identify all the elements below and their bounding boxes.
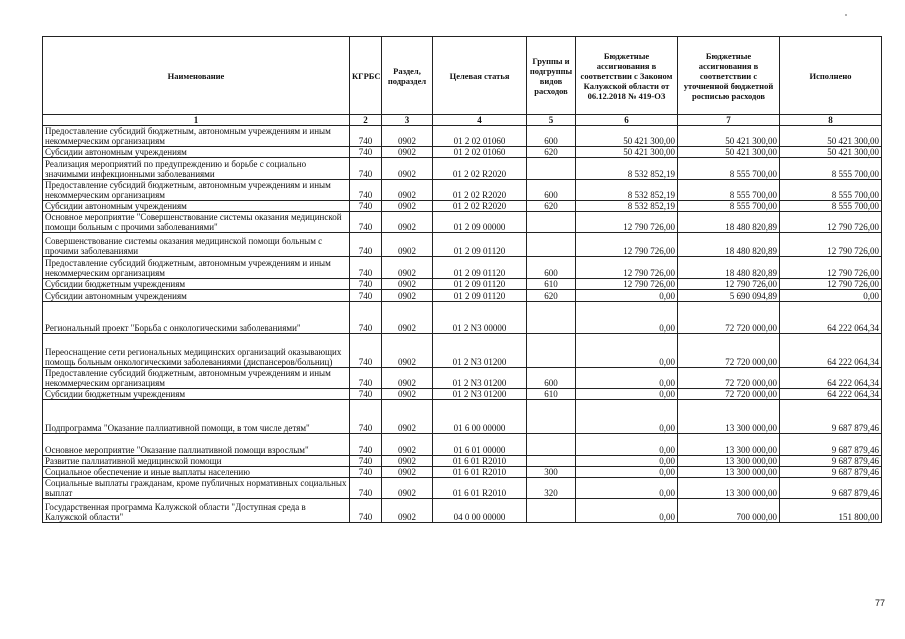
row-plan-amount: 13 300 000,00 [678, 400, 780, 434]
row-law-amount: 0,00 [576, 334, 678, 368]
budget-table-sheet [42, 36, 881, 523]
row-name: Развитие паллиативной медицинской помощи [43, 456, 350, 467]
row-vid: 600 [527, 126, 576, 147]
table-row [43, 147, 882, 158]
row-executed-amount: 12 790 726,00 [780, 279, 882, 290]
row-kgrbs: 740 [350, 212, 382, 233]
row-vid [527, 499, 576, 523]
row-name: Основное мероприятие "Совершенствование системы оказания медицинской помощи больным с прочими заболеваниями" [43, 212, 350, 233]
row-name: Предоставление субсидий бюджетным, автономным учреждениям и иным некоммерческим организациям [43, 126, 350, 147]
row-razdel: 0902 [382, 126, 433, 147]
row-law-amount: 0,00 [576, 478, 678, 499]
row-executed-amount: 0,00 [780, 290, 882, 302]
row-executed-amount: 64 222 064,34 [780, 302, 882, 334]
row-executed-amount: 50 421 300,00 [780, 126, 882, 147]
row-razdel: 0902 [382, 290, 433, 302]
table-row [43, 279, 882, 290]
row-statya: 01 6 01 R2010 [433, 467, 527, 478]
column-number: 4 [433, 115, 527, 126]
column-number: 7 [678, 115, 780, 126]
row-plan-amount: 8 555 700,00 [678, 158, 780, 180]
row-statya: 01 6 01 R2010 [433, 478, 527, 499]
row-kgrbs: 740 [350, 389, 382, 400]
table-row [43, 302, 882, 334]
row-kgrbs: 740 [350, 302, 382, 334]
row-name: Государственная программа Калужской области "Доступная среда в Калужской области" [43, 499, 350, 523]
row-razdel: 0902 [382, 233, 433, 257]
table-row [43, 180, 882, 201]
row-kgrbs: 740 [350, 467, 382, 478]
table-row [43, 233, 882, 257]
row-plan-amount: 72 720 000,00 [678, 302, 780, 334]
row-plan-amount: 18 480 820,89 [678, 257, 780, 279]
row-vid [527, 158, 576, 180]
row-kgrbs: 740 [350, 147, 382, 158]
row-statya: 01 2 N3 01200 [433, 368, 527, 389]
row-law-amount: 0,00 [576, 290, 678, 302]
row-law-amount: 12 790 726,00 [576, 233, 678, 257]
row-kgrbs: 740 [350, 126, 382, 147]
row-name: Субсидии бюджетным учреждениям [43, 389, 350, 400]
row-law-amount: 12 790 726,00 [576, 279, 678, 290]
row-statya: 01 2 02 R2020 [433, 158, 527, 180]
row-plan-amount: 12 790 726,00 [678, 279, 780, 290]
row-razdel: 0902 [382, 456, 433, 467]
row-plan-amount: 13 300 000,00 [678, 478, 780, 499]
row-plan-amount: 72 720 000,00 [678, 389, 780, 400]
column-number-row [43, 115, 882, 126]
row-razdel: 0902 [382, 257, 433, 279]
table-row [43, 434, 882, 456]
row-law-amount: 0,00 [576, 368, 678, 389]
row-statya: 01 2 02 01060 [433, 147, 527, 158]
row-statya: 01 2 02 R2020 [433, 201, 527, 212]
row-name: Субсидии автономным учреждениям [43, 290, 350, 302]
table-row [43, 400, 882, 434]
header-law: Бюджетные ассигнования в соответствии с Законом Калужской области от 06.12.2018 № 419-ОЗ [576, 37, 678, 115]
row-law-amount: 0,00 [576, 434, 678, 456]
table-row [43, 478, 882, 499]
row-vid [527, 334, 576, 368]
table-row [43, 126, 882, 147]
row-vid: 620 [527, 290, 576, 302]
scan-speck [845, 14, 847, 16]
row-kgrbs: 740 [350, 290, 382, 302]
column-number: 3 [382, 115, 433, 126]
row-razdel: 0902 [382, 147, 433, 158]
table-row [43, 467, 882, 478]
row-name: Совершенствование системы оказания медицинской помощи больным с прочими заболеваниями [43, 233, 350, 257]
row-razdel: 0902 [382, 499, 433, 523]
table-row [43, 201, 882, 212]
row-vid [527, 302, 576, 334]
row-vid: 600 [527, 368, 576, 389]
row-statya: 01 2 N3 01200 [433, 334, 527, 368]
row-vid [527, 456, 576, 467]
row-executed-amount: 50 421 300,00 [780, 147, 882, 158]
row-statya: 01 2 09 01120 [433, 290, 527, 302]
row-razdel: 0902 [382, 180, 433, 201]
row-razdel: 0902 [382, 201, 433, 212]
row-name: Основное мероприятие "Оказание паллиативной помощи взрослым" [43, 434, 350, 456]
row-statya: 01 6 01 R2010 [433, 456, 527, 467]
row-statya: 01 6 01 00000 [433, 434, 527, 456]
row-name: Субсидии автономным учреждениям [43, 147, 350, 158]
row-razdel: 0902 [382, 334, 433, 368]
row-plan-amount: 5 690 094,89 [678, 290, 780, 302]
row-plan-amount: 700 000,00 [678, 499, 780, 523]
row-razdel: 0902 [382, 400, 433, 434]
header-name: Наименование [43, 37, 350, 115]
row-razdel: 0902 [382, 279, 433, 290]
header-kgrbs: КГРБС [350, 37, 382, 115]
row-razdel: 0902 [382, 212, 433, 233]
row-executed-amount: 12 790 726,00 [780, 233, 882, 257]
row-plan-amount: 18 480 820,89 [678, 212, 780, 233]
table-row [43, 368, 882, 389]
row-name: Предоставление субсидий бюджетным, автономным учреждениям и иным некоммерческим организациям [43, 368, 350, 389]
row-statya: 01 2 09 00000 [433, 212, 527, 233]
row-law-amount: 8 532 852,19 [576, 201, 678, 212]
row-executed-amount: 8 555 700,00 [780, 158, 882, 180]
row-vid: 610 [527, 389, 576, 400]
row-executed-amount: 8 555 700,00 [780, 201, 882, 212]
row-kgrbs: 740 [350, 158, 382, 180]
row-name: Предоставление субсидий бюджетным, автономным учреждениям и иным некоммерческим организациям [43, 180, 350, 201]
header-statya: Целевая статья [433, 37, 527, 115]
row-plan-amount: 18 480 820,89 [678, 233, 780, 257]
row-statya: 01 2 02 R2020 [433, 180, 527, 201]
row-plan-amount: 50 421 300,00 [678, 147, 780, 158]
row-executed-amount: 64 222 064,34 [780, 334, 882, 368]
row-statya: 01 2 N3 00000 [433, 302, 527, 334]
row-executed-amount: 9 687 879,46 [780, 400, 882, 434]
row-kgrbs: 740 [350, 201, 382, 212]
row-law-amount: 0,00 [576, 302, 678, 334]
column-number: 8 [780, 115, 882, 126]
row-razdel: 0902 [382, 467, 433, 478]
row-statya: 01 2 09 01120 [433, 257, 527, 279]
row-executed-amount: 9 687 879,46 [780, 467, 882, 478]
row-statya: 01 2 N3 01200 [433, 389, 527, 400]
row-executed-amount: 9 687 879,46 [780, 456, 882, 467]
row-executed-amount: 12 790 726,00 [780, 212, 882, 233]
row-razdel: 0902 [382, 389, 433, 400]
row-executed-amount: 9 687 879,46 [780, 478, 882, 499]
row-statya: 01 2 09 01120 [433, 279, 527, 290]
row-name: Социальное обеспечение и иные выплаты населению [43, 467, 350, 478]
table-body [43, 126, 882, 523]
row-name: Реализация мероприятий по предупреждению и борьбе с социально значимыми инфекционными заболеваниями [43, 158, 350, 180]
row-executed-amount: 12 790 726,00 [780, 257, 882, 279]
table-row [43, 389, 882, 400]
row-statya: 04 0 00 00000 [433, 499, 527, 523]
row-executed-amount: 64 222 064,34 [780, 389, 882, 400]
row-kgrbs: 740 [350, 478, 382, 499]
row-razdel: 0902 [382, 478, 433, 499]
row-statya: 01 2 09 01120 [433, 233, 527, 257]
row-name: Подпрограмма "Оказание паллиативной помощи, в том числе детям" [43, 400, 350, 434]
page-number: 77 [874, 598, 885, 608]
row-plan-amount: 50 421 300,00 [678, 126, 780, 147]
row-law-amount: 0,00 [576, 467, 678, 478]
row-vid [527, 212, 576, 233]
table-row [43, 499, 882, 523]
row-plan-amount: 13 300 000,00 [678, 467, 780, 478]
row-law-amount: 8 532 852,19 [576, 180, 678, 201]
row-kgrbs: 740 [350, 180, 382, 201]
row-kgrbs: 740 [350, 233, 382, 257]
table-row [43, 290, 882, 302]
row-kgrbs: 740 [350, 456, 382, 467]
row-plan-amount: 72 720 000,00 [678, 368, 780, 389]
header-done: Исполнено [780, 37, 882, 115]
row-law-amount: 0,00 [576, 456, 678, 467]
row-executed-amount: 64 222 064,34 [780, 368, 882, 389]
header-plan: Бюджетные ассигнования в соответствии с уточненной бюджетной росписью расходов [678, 37, 780, 115]
row-vid: 600 [527, 180, 576, 201]
row-statya: 01 6 00 00000 [433, 400, 527, 434]
row-name: Предоставление субсидий бюджетным, автономным учреждениям и иным некоммерческим организациям [43, 257, 350, 279]
table-row [43, 456, 882, 467]
row-vid [527, 233, 576, 257]
row-razdel: 0902 [382, 158, 433, 180]
row-razdel: 0902 [382, 434, 433, 456]
row-name: Субсидии бюджетным учреждениям [43, 279, 350, 290]
row-name: Региональный проект "Борьба с онкологическими заболеваниями" [43, 302, 350, 334]
row-plan-amount: 72 720 000,00 [678, 334, 780, 368]
row-law-amount: 0,00 [576, 389, 678, 400]
row-law-amount: 12 790 726,00 [576, 257, 678, 279]
row-law-amount: 50 421 300,00 [576, 126, 678, 147]
row-kgrbs: 740 [350, 279, 382, 290]
row-kgrbs: 740 [350, 499, 382, 523]
row-law-amount: 50 421 300,00 [576, 147, 678, 158]
row-statya: 01 2 02 01060 [433, 126, 527, 147]
row-kgrbs: 740 [350, 368, 382, 389]
column-number: 6 [576, 115, 678, 126]
row-executed-amount: 9 687 879,46 [780, 434, 882, 456]
row-name: Субсидии автономным учреждениям [43, 201, 350, 212]
row-vid: 620 [527, 147, 576, 158]
row-kgrbs: 740 [350, 257, 382, 279]
row-plan-amount: 8 555 700,00 [678, 201, 780, 212]
table-row [43, 158, 882, 180]
row-plan-amount: 13 300 000,00 [678, 434, 780, 456]
table-row [43, 212, 882, 233]
row-law-amount: 12 790 726,00 [576, 212, 678, 233]
row-name: Социальные выплаты гражданам, кроме публичных нормативных социальных выплат [43, 478, 350, 499]
row-razdel: 0902 [382, 368, 433, 389]
row-executed-amount: 151 800,00 [780, 499, 882, 523]
row-vid: 600 [527, 257, 576, 279]
row-law-amount: 0,00 [576, 400, 678, 434]
row-vid: 300 [527, 467, 576, 478]
header-row [43, 37, 882, 115]
row-vid: 620 [527, 201, 576, 212]
table-row [43, 334, 882, 368]
row-kgrbs: 740 [350, 334, 382, 368]
table-row [43, 257, 882, 279]
row-plan-amount: 8 555 700,00 [678, 180, 780, 201]
row-kgrbs: 740 [350, 400, 382, 434]
row-law-amount: 0,00 [576, 499, 678, 523]
row-vid: 610 [527, 279, 576, 290]
column-number: 1 [43, 115, 350, 126]
header-vid: Группы и подгруппы видов расходов [527, 37, 576, 115]
row-executed-amount: 8 555 700,00 [780, 180, 882, 201]
budget-table [42, 36, 882, 523]
row-name: Переоснащение сети региональных медицинских организаций оказывающих помощь больным онкологическими заболеваниями (диспансеров/больниц) [43, 334, 350, 368]
row-vid [527, 400, 576, 434]
row-razdel: 0902 [382, 302, 433, 334]
row-plan-amount: 13 300 000,00 [678, 456, 780, 467]
row-kgrbs: 740 [350, 434, 382, 456]
header-razdel: Раздел, подраздел [382, 37, 433, 115]
column-number: 2 [350, 115, 382, 126]
column-number: 5 [527, 115, 576, 126]
row-law-amount: 8 532 852,19 [576, 158, 678, 180]
row-vid [527, 434, 576, 456]
row-vid: 320 [527, 478, 576, 499]
